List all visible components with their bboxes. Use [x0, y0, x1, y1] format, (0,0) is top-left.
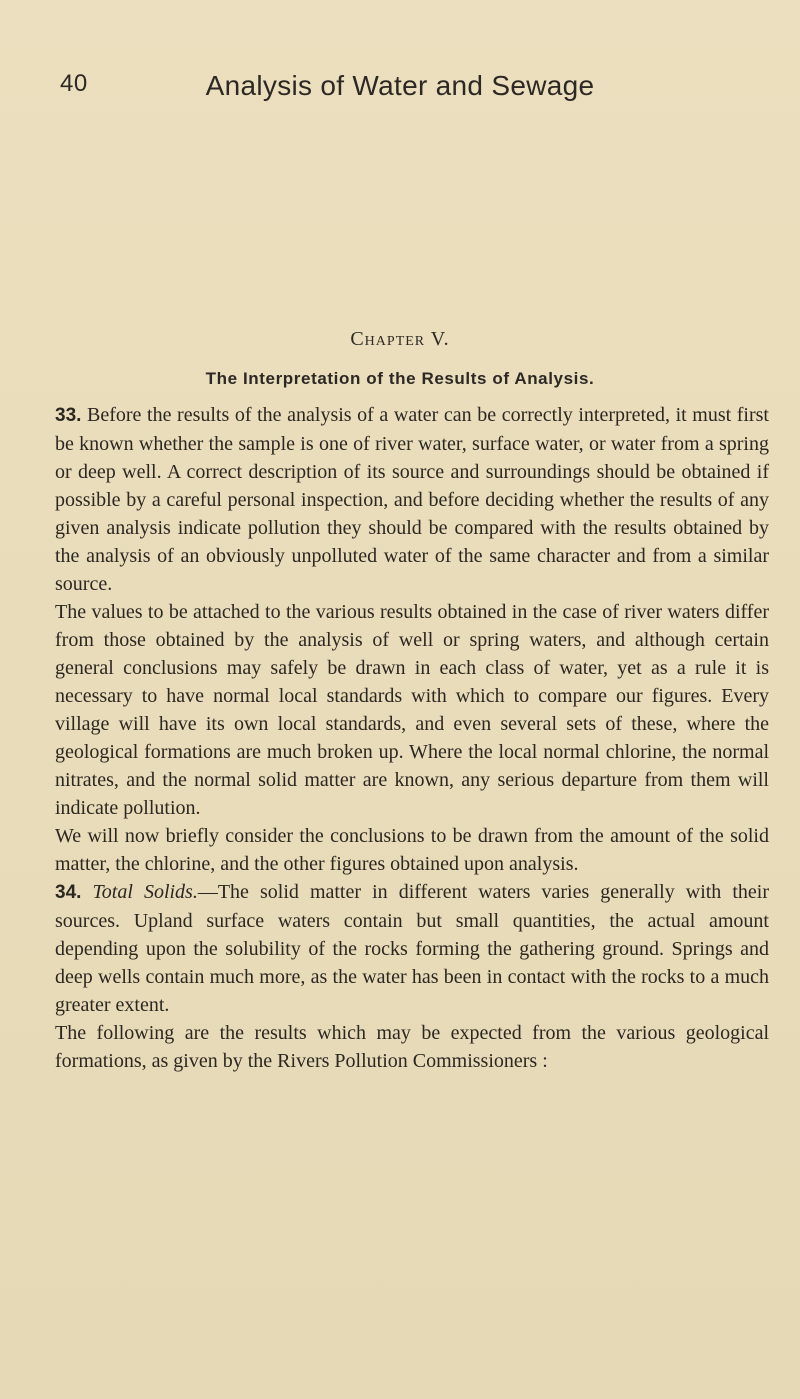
paragraph-number: 34. — [55, 882, 82, 903]
paragraph-number: 33. — [55, 405, 82, 426]
page-number: 40 — [60, 70, 88, 97]
chapter-label: Chapter V. — [350, 328, 450, 350]
paragraph-text: The following are the results which may be expected from the various geological formations, as given by the Rivers Pollution Commissioners : — [55, 1022, 769, 1072]
paragraph — [55, 598, 769, 822]
paragraph-text: The values to be attached to the various results obtained in the case of river waters differ from those obtained by the analysis of well or spring waters, and although certain general conclusions may safely be drawn in each class of water, yet as a rule it is necessary to have normal local standards with which to compare our figures. Every village will have its own local standards, and even several sets of these, where the geological formations are much broken up. Where the local normal chlorine, the normal nitrates, and the normal solid matter are known, any serious departure from them will indicate pollution. — [55, 601, 769, 819]
paragraph — [55, 822, 769, 878]
paragraph-text: —The solid matter in different waters varies generally with their sources. Upland surface waters contain but small quantities, the actual amount depending upon the solubility of the rocks forming the gathering ground. Springs and deep wells contain much more, as the water has been in contact with the rocks to a much greater extent. — [55, 881, 770, 1016]
running-title: Analysis of Water and Sewage — [205, 70, 595, 101]
paragraph-text: Before the results of the analysis of a water can be correctly interpreted, it must first be known whether the sample is one of river water, surface water, or water from a spring or deep well. A correct description of its source and surroundings should be obtained if possible by a careful personal inspection, and before deciding whether the results of any given analysis indicate pollution they should be compared with the results obtained by the analysis of an obviously unpolluted water of the same character and from a similar source. — [55, 404, 769, 595]
chapter-heading: The Interpretation of the Results of Analysis. — [205, 369, 595, 388]
body-text — [55, 401, 769, 1075]
paragraph-text: We will now briefly consider the conclusions to be drawn from the amount of the solid matter, the chlorine, and the other figures obtained upon analysis. — [55, 825, 769, 875]
paragraph — [55, 878, 769, 1019]
paragraph — [55, 401, 769, 598]
paragraph — [55, 1019, 769, 1075]
paragraph-title: Total Solids. — [92, 881, 198, 903]
